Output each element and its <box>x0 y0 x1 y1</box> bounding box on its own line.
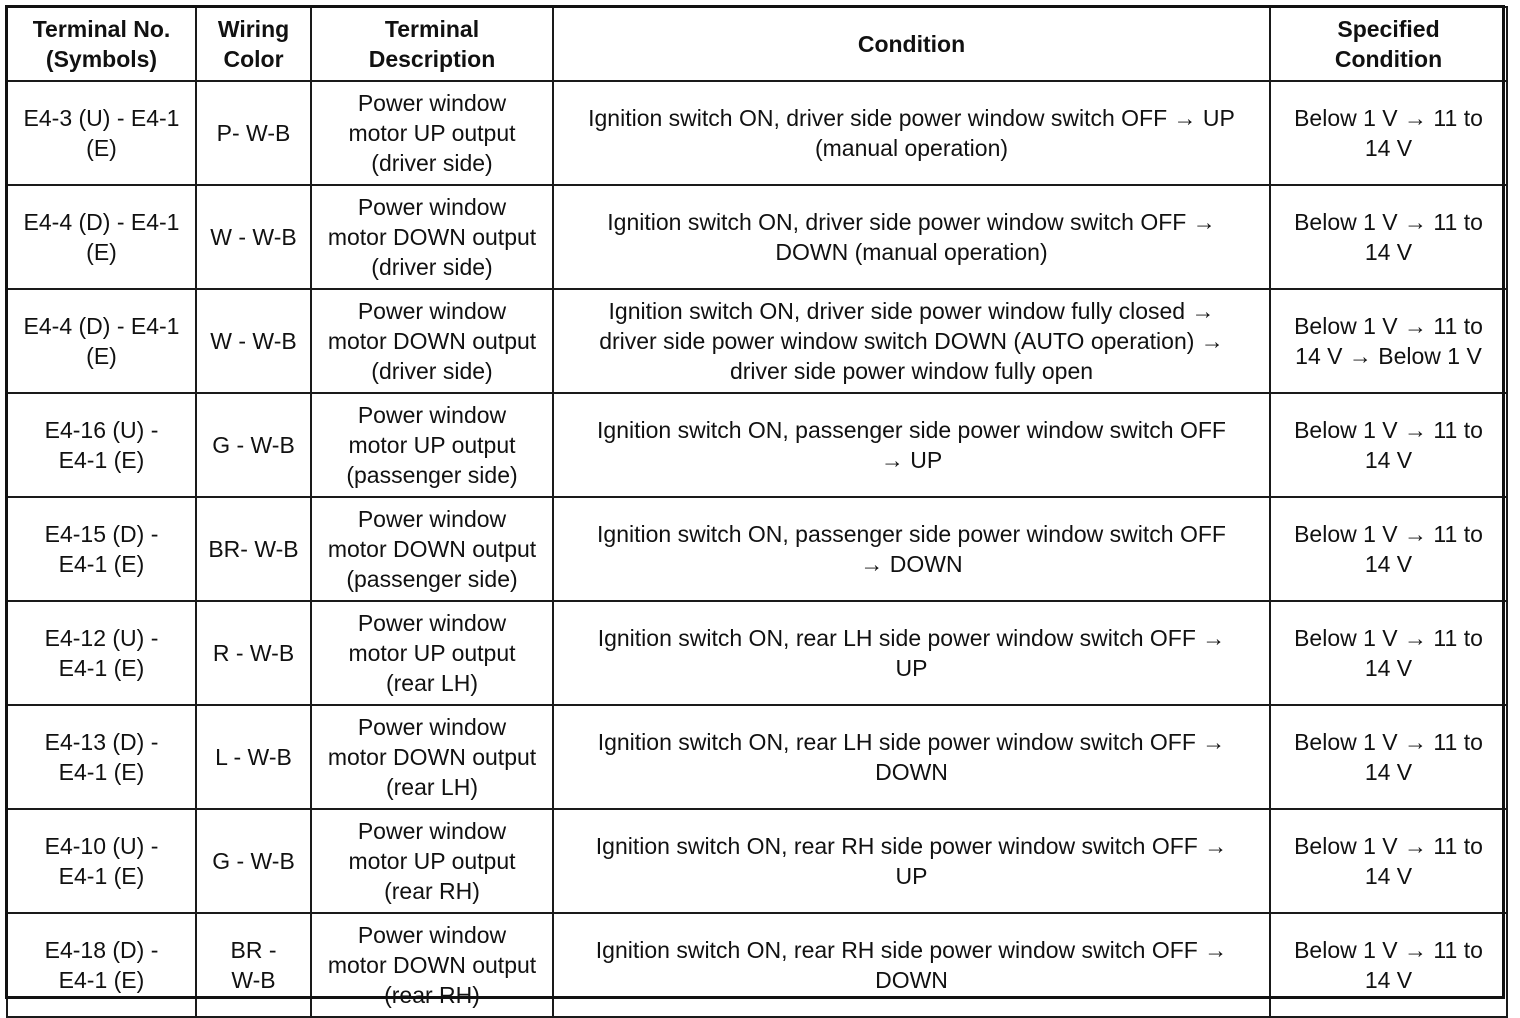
terminal-cell: E4-3 (U) - E4-1 (E) <box>7 81 196 185</box>
specified-cell: Below 1 V → 11 to 14 V <box>1270 913 1507 1017</box>
specified-cell: Below 1 V → 11 to 14 V <box>1270 809 1507 913</box>
terminal-cell: E4-16 (U) - E4-1 (E) <box>7 393 196 497</box>
description-cell: Power window motor DOWN output (rear LH) <box>311 705 553 809</box>
header-condition: Condition <box>553 7 1270 81</box>
condition-cell: Ignition switch ON, rear LH side power window switch OFF → UP <box>553 601 1270 705</box>
condition-cell: Ignition switch ON, rear RH side power window switch OFF → UP <box>553 809 1270 913</box>
description-cell: Power window motor DOWN output (passenger side) <box>311 497 553 601</box>
table-row <box>7 185 1507 289</box>
description-cell: Power window motor DOWN output (rear RH) <box>311 913 553 1017</box>
specified-cell: Below 1 V → 11 to 14 V <box>1270 81 1507 185</box>
header-terminal-description: Terminal Description <box>311 7 553 81</box>
table-row <box>7 809 1507 913</box>
terminal-cell: E4-18 (D) - E4-1 (E) <box>7 913 196 1017</box>
terminal-spec-table <box>6 6 1508 1018</box>
terminal-cell: E4-15 (D) - E4-1 (E) <box>7 497 196 601</box>
specified-cell: Below 1 V → 11 to 14 V <box>1270 393 1507 497</box>
wiring-cell: W - W-B <box>196 289 311 393</box>
wiring-cell: R - W-B <box>196 601 311 705</box>
specified-cell: Below 1 V → 11 to 14 V <box>1270 185 1507 289</box>
wiring-cell: W - W-B <box>196 185 311 289</box>
wiring-cell: P- W-B <box>196 81 311 185</box>
description-cell: Power window motor UP output (rear RH) <box>311 809 553 913</box>
specified-cell: Below 1 V → 11 to 14 V <box>1270 497 1507 601</box>
condition-cell: Ignition switch ON, rear RH side power window switch OFF → DOWN <box>553 913 1270 1017</box>
terminal-cell: E4-10 (U) - E4-1 (E) <box>7 809 196 913</box>
description-cell: Power window motor UP output (passenger side) <box>311 393 553 497</box>
terminal-cell: E4-13 (D) - E4-1 (E) <box>7 705 196 809</box>
terminal-cell: E4-4 (D) - E4-1 (E) <box>7 289 196 393</box>
header-terminal-no: Terminal No. (Symbols) <box>7 7 196 81</box>
description-cell: Power window motor UP output (driver side) <box>311 81 553 185</box>
specified-cell: Below 1 V → 11 to 14 V <box>1270 601 1507 705</box>
table-row <box>7 705 1507 809</box>
wiring-cell: BR- W-B <box>196 497 311 601</box>
condition-cell: Ignition switch ON, driver side power window fully closed → driver side power window switch DOWN (AUTO operation) → driver side power window fully open <box>553 289 1270 393</box>
description-cell: Power window motor DOWN output (driver side) <box>311 289 553 393</box>
wiring-cell: L - W-B <box>196 705 311 809</box>
wiring-cell: BR - W-B <box>196 913 311 1017</box>
description-cell: Power window motor DOWN output (driver side) <box>311 185 553 289</box>
table-row <box>7 289 1507 393</box>
table-row <box>7 601 1507 705</box>
table-row <box>7 497 1507 601</box>
condition-cell: Ignition switch ON, rear LH side power window switch OFF → DOWN <box>553 705 1270 809</box>
table-row <box>7 913 1507 1017</box>
wiring-cell: G - W-B <box>196 393 311 497</box>
condition-cell: Ignition switch ON, driver side power window switch OFF → DOWN (manual operation) <box>553 185 1270 289</box>
condition-cell: Ignition switch ON, driver side power window switch OFF → UP (manual operation) <box>553 81 1270 185</box>
terminal-cell: E4-12 (U) - E4-1 (E) <box>7 601 196 705</box>
table-row <box>7 393 1507 497</box>
header-wiring-color: Wiring Color <box>196 7 311 81</box>
specified-cell: Below 1 V → 11 to 14 V → Below 1 V <box>1270 289 1507 393</box>
terminal-cell: E4-4 (D) - E4-1 (E) <box>7 185 196 289</box>
table-header-row <box>7 7 1507 81</box>
description-cell: Power window motor UP output (rear LH) <box>311 601 553 705</box>
specified-cell: Below 1 V → 11 to 14 V <box>1270 705 1507 809</box>
table-row <box>7 81 1507 185</box>
condition-cell: Ignition switch ON, passenger side power window switch OFF → UP <box>553 393 1270 497</box>
condition-cell: Ignition switch ON, passenger side power window switch OFF → DOWN <box>553 497 1270 601</box>
header-specified-condition: Specified Condition <box>1270 7 1507 81</box>
wiring-cell: G - W-B <box>196 809 311 913</box>
